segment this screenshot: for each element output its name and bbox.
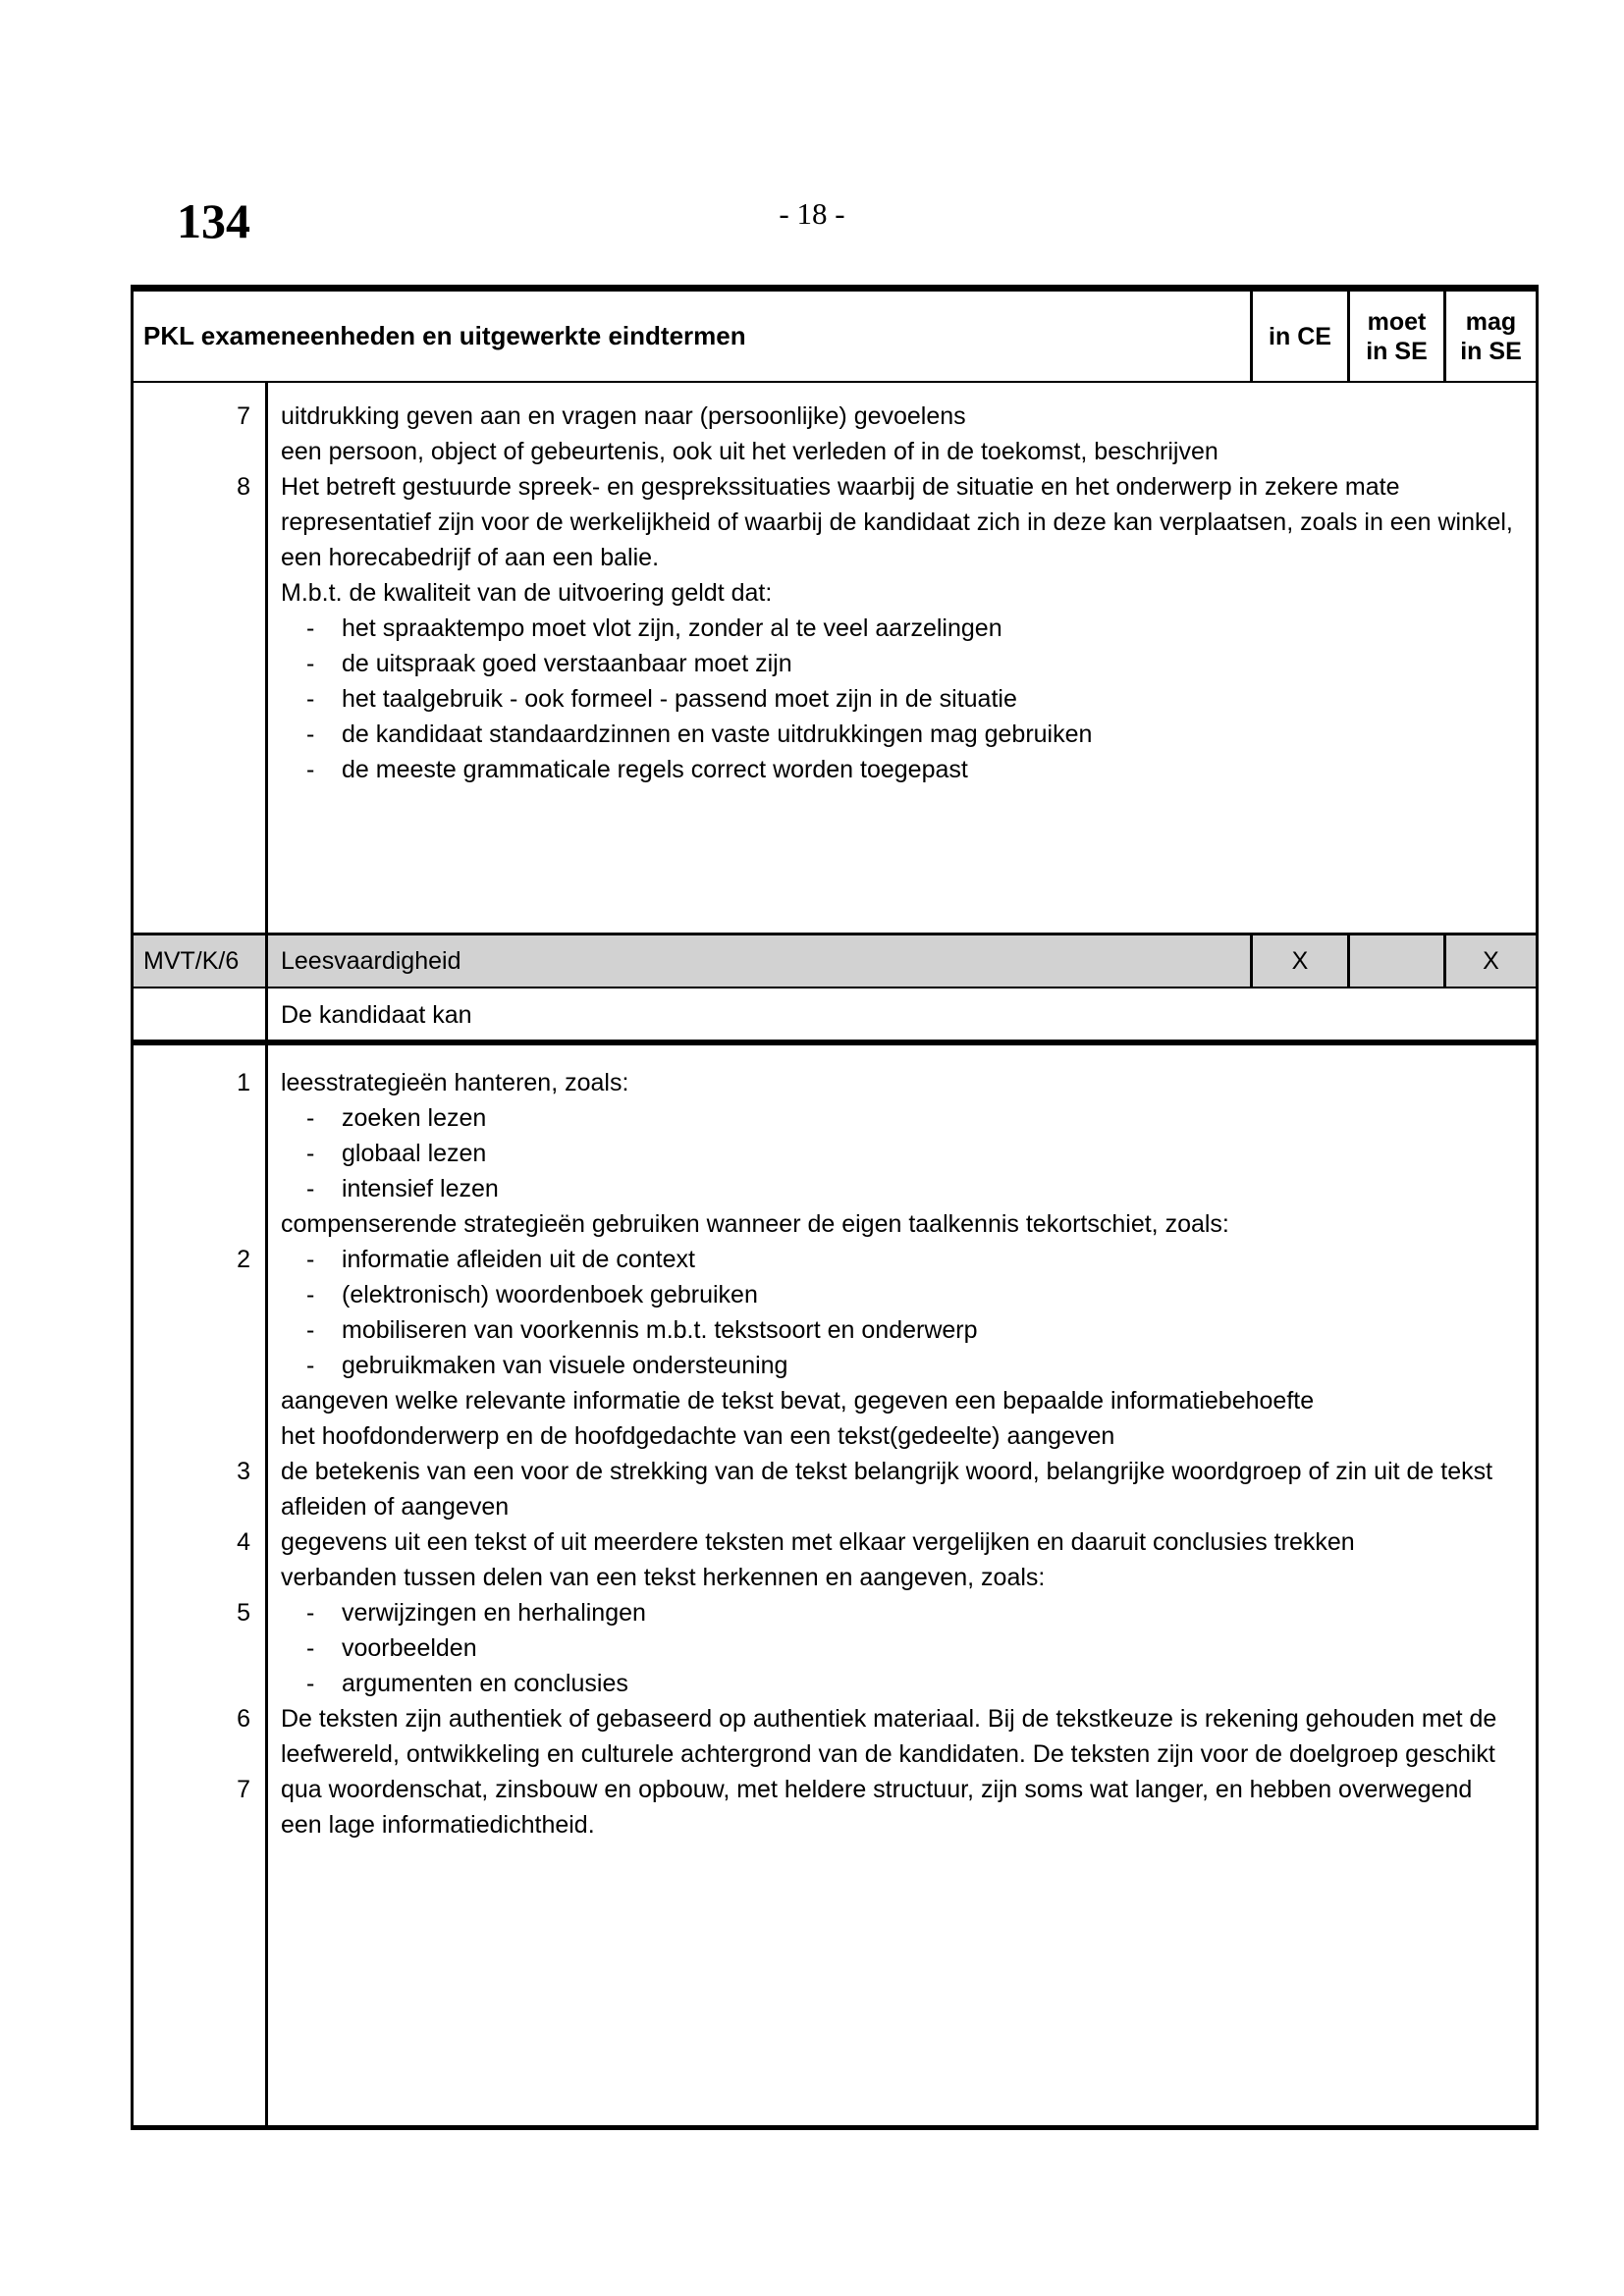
item-text: een persoon, object of gebeurtenis, ook uit het verleden of in de toekomst, beschrijven	[281, 438, 1218, 465]
column-header-in-ce	[1250, 292, 1347, 381]
list-item-text: het spraaktempo moet vlot zijn, zonder al te veel aarzelingen	[342, 614, 1002, 642]
item-text: leesstrategieën hanteren, zoals:	[281, 1069, 629, 1096]
list-item-text: globaal lezen	[342, 1140, 487, 1167]
exam-unit-row	[134, 933, 1536, 988]
intro-row	[134, 988, 1536, 1045]
page-number-center: - 18 -	[779, 196, 845, 231]
unit-mark-moet-in-se	[1347, 935, 1443, 987]
section-a-row	[134, 383, 1536, 933]
unit-mark-in-ce: X	[1250, 935, 1347, 987]
list-item	[281, 752, 1516, 787]
item-text: compenserende strategieën gebruiken wanneer de eigen taalkennis tekortschiet, zoals:	[281, 1210, 1229, 1238]
item-text: verbanden tussen delen van een tekst herkennen en aangeven, zoals:	[281, 1564, 1046, 1591]
list-item-text: verwijzingen en herhalingen	[342, 1599, 646, 1627]
list-item-text: het taalgebruik - ook formeel - passend moet zijn in de situatie	[342, 685, 1017, 713]
mag-line2: in SE	[1460, 337, 1522, 365]
item-number: 3	[237, 1458, 250, 1485]
item-text: de betekenis van een voor de strekking van de tekst belangrijk woord, belangrijke woordgroep of zin uit de tekst afleiden of aangeven	[281, 1458, 1493, 1521]
unit-mark-mag-in-se: X	[1443, 935, 1536, 987]
column-header-mag-in-se	[1443, 292, 1536, 381]
list-item	[281, 1312, 1516, 1348]
item-text: het hoofdonderwerp en de hoofdgedachte van een tekst(gedeelte) aangeven	[281, 1422, 1115, 1450]
eindtermen-table	[131, 285, 1539, 2130]
closing-paragraph: De teksten zijn authentiek of gebaseerd op authentiek materiaal. Bij de tekstkeuze is rekening gehouden met de leefwereld, ontwikkeling en culturele achtergrond van de kandidaten. De teksten zijn voor de doelgroep geschikt qua woordenschat, zinsbouw en opbouw, met heldere structuur, zijn soms wat langer, en hebben overwegend een lage informatiedichtheid.	[281, 1705, 1497, 1839]
item-number: 7	[237, 402, 250, 430]
list-item-text: intensief lezen	[342, 1175, 499, 1202]
section-a-content	[268, 383, 1536, 933]
list-item	[281, 1100, 1516, 1136]
intro-text: De kandidaat kan	[281, 1001, 472, 1029]
item-number: 2	[237, 1246, 250, 1273]
page-folio: 134	[177, 193, 250, 248]
list-item-text: zoeken lezen	[342, 1104, 487, 1132]
table-title: PKL exameneenheden en uitgewerkte eindtermen	[143, 321, 746, 350]
section-b-number-column	[134, 1045, 268, 2125]
list-item	[281, 1277, 1516, 1312]
list-item-text: de uitspraak goed verstaanbaar moet zijn	[342, 650, 792, 677]
column-header-moet-in-se	[1347, 292, 1443, 381]
list-item-text: argumenten en conclusies	[342, 1670, 628, 1697]
item-text: gegevens uit een tekst of uit meerdere teksten met elkaar vergelijken en daaruit conclusies trekken	[281, 1528, 1355, 1556]
table-header-row	[134, 292, 1536, 383]
item-number: 8	[237, 473, 250, 501]
item-number: 6	[237, 1705, 250, 1733]
list-item-text: (elektronisch) woordenboek gebruiken	[342, 1281, 758, 1308]
list-item	[281, 681, 1516, 717]
list-item-text: voorbeelden	[342, 1634, 477, 1662]
list-item	[281, 646, 1516, 681]
item-number: 7	[237, 1776, 250, 1803]
section-b-content	[268, 1045, 1536, 2125]
exam-unit-label: Leesvaardigheid	[281, 946, 461, 975]
list-item-text: gebruikmaken van visuele ondersteuning	[342, 1352, 788, 1379]
list-item-text: de kandidaat standaardzinnen en vaste uitdrukkingen mag gebruiken	[342, 721, 1093, 748]
in-ce-label: in CE	[1269, 322, 1331, 350]
intro-number-column	[134, 988, 268, 1040]
list-item-text: mobiliseren van voorkennis m.b.t. tekstsoort en onderwerp	[342, 1316, 978, 1344]
list-item	[281, 717, 1516, 752]
section-b-row	[134, 1045, 1536, 2125]
list-item	[281, 1630, 1516, 1666]
list-item	[281, 1666, 1516, 1701]
list-item	[281, 1348, 1516, 1383]
section-a-number-column	[134, 383, 268, 933]
item-number: 5	[237, 1599, 250, 1627]
mag-line1: mag	[1465, 307, 1517, 336]
item-text: aangeven welke relevante informatie de tekst bevat, gegeven een bepaalde informatiebehoefte	[281, 1387, 1315, 1415]
moet-line1: moet	[1367, 307, 1427, 336]
list-item-text: informatie afleiden uit de context	[342, 1246, 695, 1273]
item-number: 4	[237, 1528, 250, 1556]
list-item	[281, 1171, 1516, 1206]
item-number: 1	[237, 1069, 250, 1096]
list-item	[281, 1595, 1516, 1630]
exam-unit-code: MVT/K/6	[134, 935, 268, 987]
list-item	[281, 1136, 1516, 1171]
item-text: Het betreft gestuurde spreek- en gesprekssituaties waarbij de situatie en het onderwerp in zekere mate representatief zijn voor de werkelijkheid of waarbij de kandidaat zich in deze kan verplaatsen, zoals in een winkel, een horecabedrijf of aan een balie.	[281, 473, 1513, 571]
list-item	[281, 1242, 1516, 1277]
list-item	[281, 611, 1516, 646]
item-text: uitdrukking geven aan en vragen naar (persoonlijke) gevoelens	[281, 402, 966, 430]
list-item-text: de meeste grammaticale regels correct worden toegepast	[342, 756, 968, 783]
moet-line2: in SE	[1366, 337, 1428, 365]
item-text: M.b.t. de kwaliteit van de uitvoering geldt dat:	[281, 579, 773, 607]
